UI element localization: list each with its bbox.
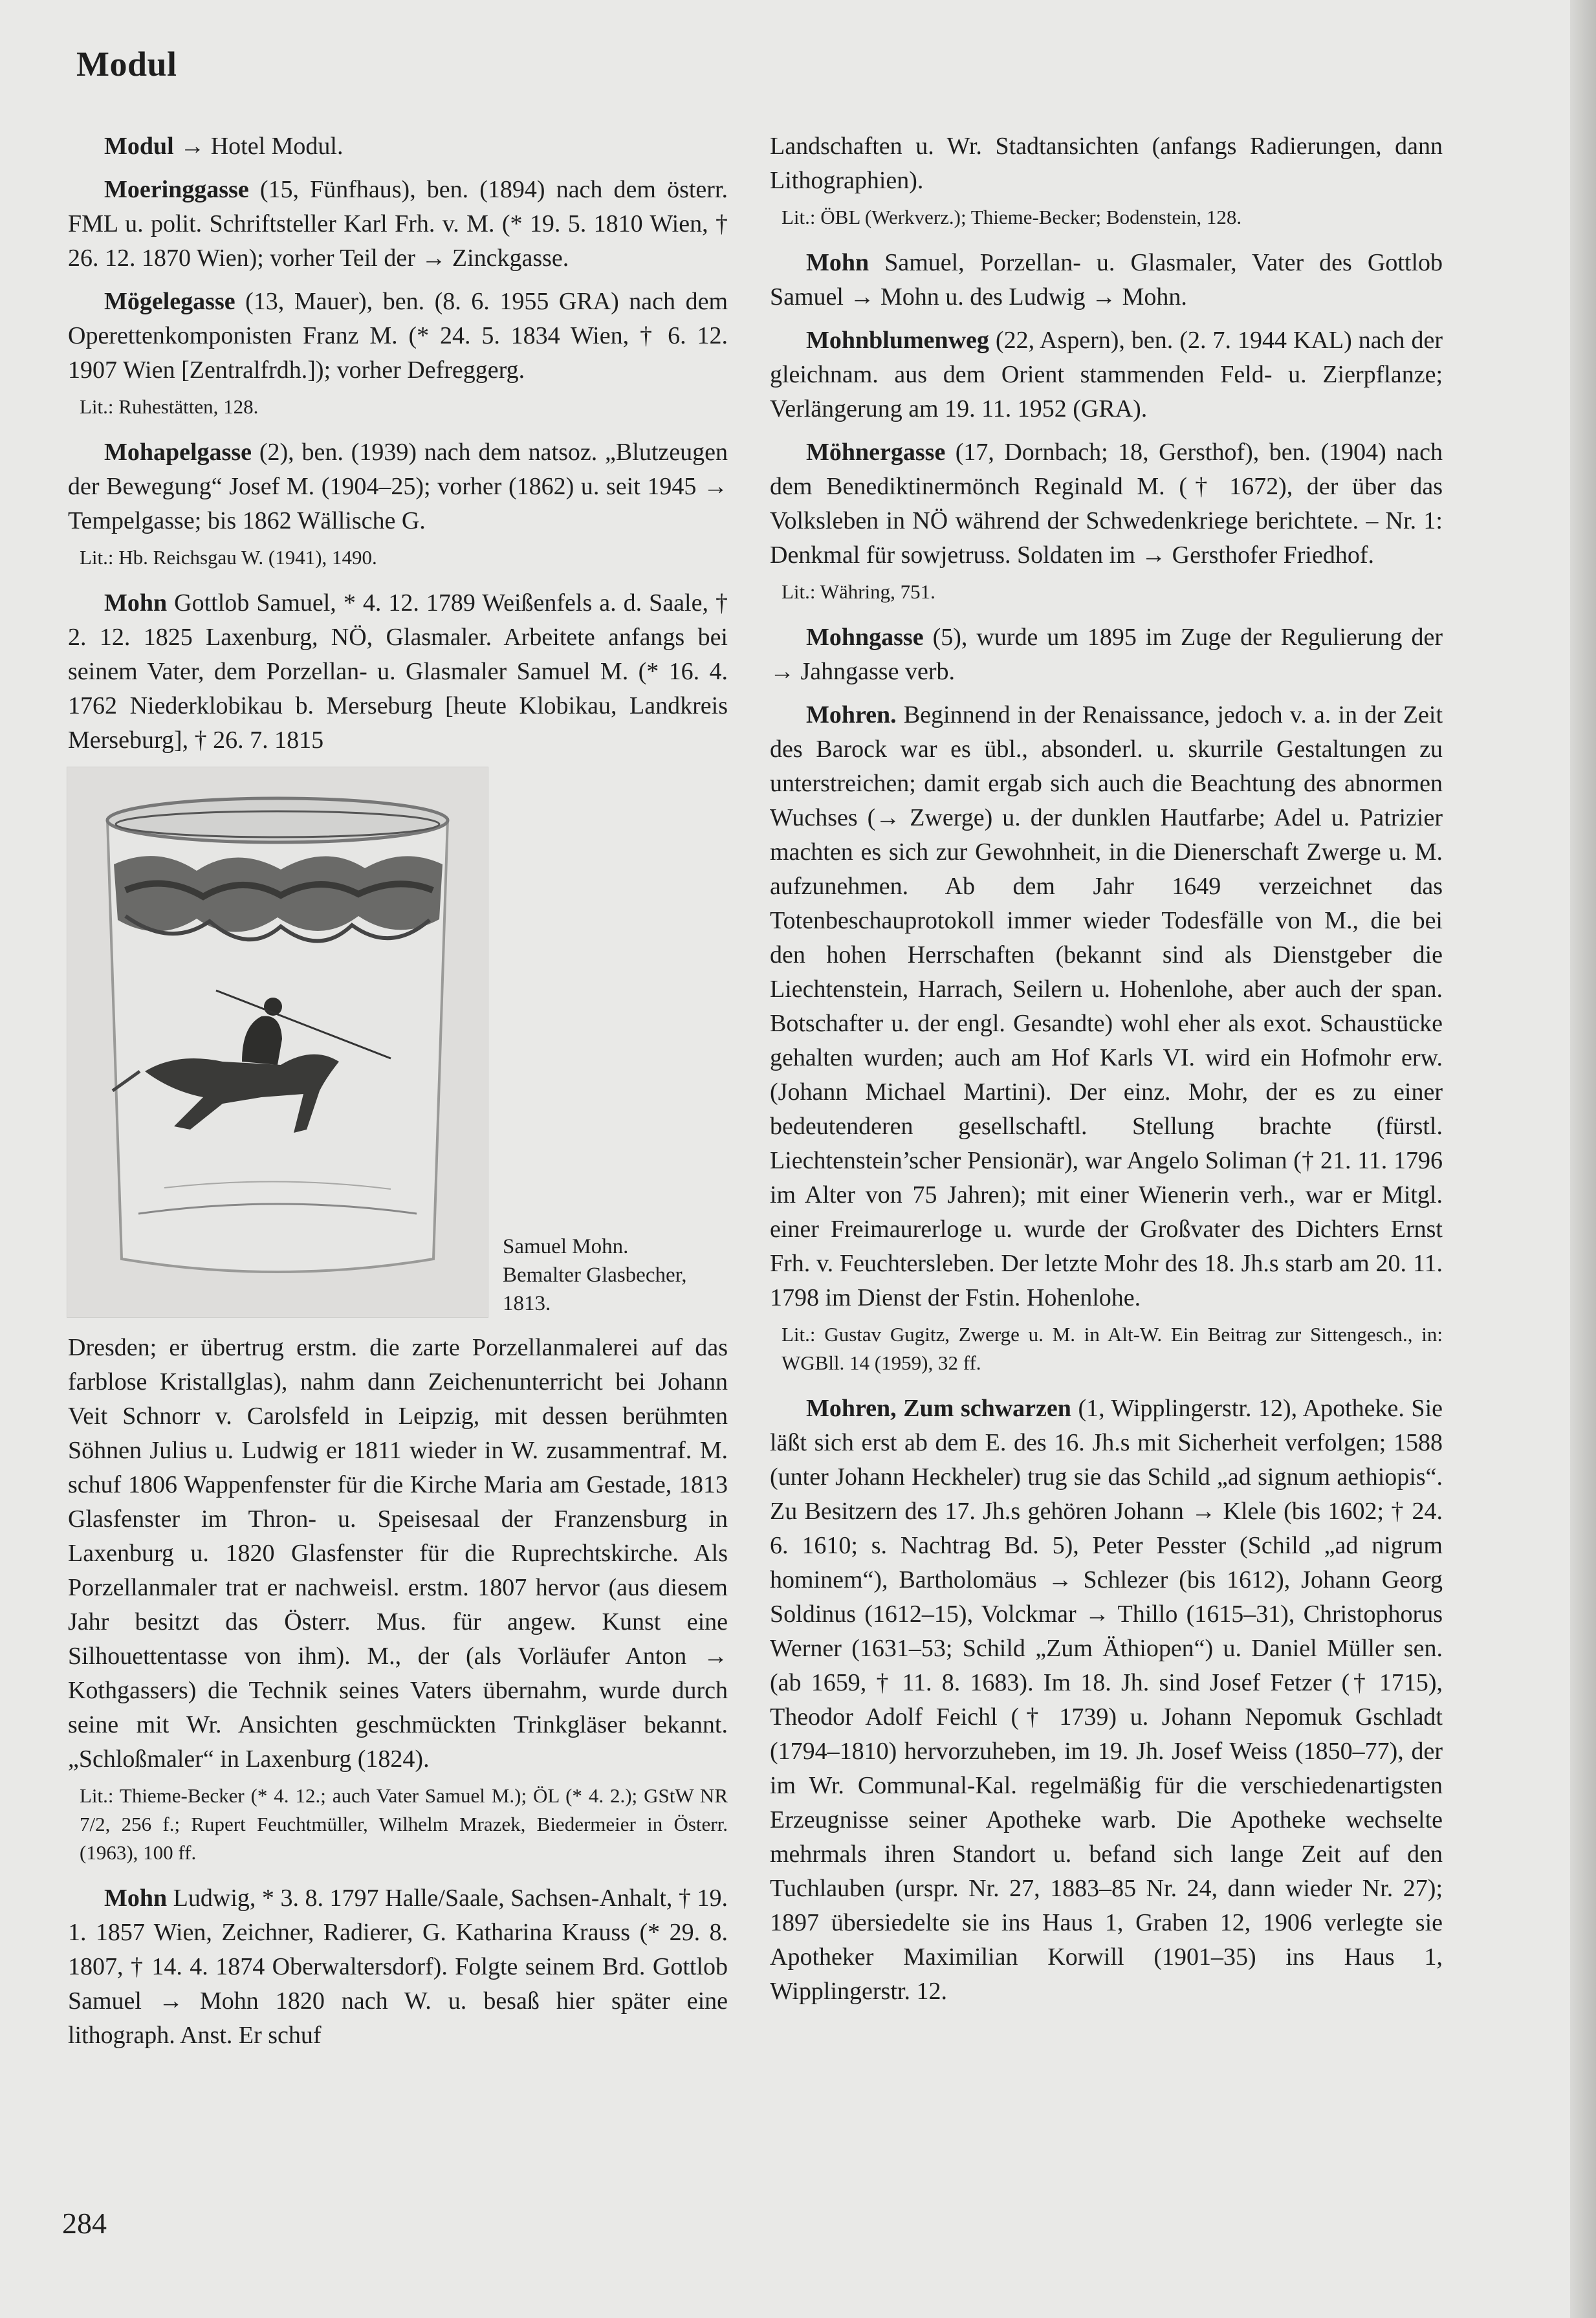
- entry-headword: Mohn: [806, 249, 869, 276]
- entry-text: Samuel, Porzellan- u. Glasmaler, Vater des Gottlob Samuel → Mohn u. des Ludwig → Mohn.: [770, 249, 1443, 311]
- caption-line: Bemalter Glasbecher,: [503, 1263, 687, 1287]
- lexicon-entry: [770, 620, 1443, 689]
- figure-caption: [503, 1232, 687, 1318]
- entry-text: Beginnend in der Renaissance, jedoch v. a. in der Zeit des Barock war es übl., absonderl. u. skurrile Gestaltungen zu unterstreichen; damit ergab sich auch die Beachtung des abnormen Wuchses (→ Zwerge) u. der dunklen Hautfarbe; Adel u. Patrizier machten es sich zur Gewohnheit, in die Dienerschaft Zwerge u. M. aufzunehmen. Ab dem Jahr 1649 verzeichnet das Totenbeschauprotokoll immer wieder Todesfälle von M., die bei den hohen Herrschaften (bekannt sind als Dienstgeber die Liechtenstein, Harrach, Seilern u. Hohenlohe, aber auch der span. Botschafter u. der engl. Gesandte) wohl eher als exot. Schaustücke gehalten wurden; auch am Hof Karls VI. wird ein Hofmohr erw. (Johann Michael Martini). Der einz. Mohr, der es zu einer bedeutenderen gesellschaftl. Stellung brachte (fürstl. Liechtenstein’scher Pensionär), war Angelo Soliman († 21. 11. 1796 im Alter von 75 Jahren); mit einer Wienerin verh., war er Mitgl. einer Freimaurerloge u. wurde der Großvater des Dichters Ernst Frh. v. Feuchtersleben. Der letzte Mohr des 18. Jh.s starb am 20. 11. 1798 im Dienst der Fstin. Hohenlohe.: [770, 701, 1443, 1311]
- entry-continuation: Landschaften u. Wr. Stadtansichten (anfangs Radierungen, dann Lithographien).: [770, 133, 1443, 194]
- glass-beaker-photo: [67, 767, 488, 1318]
- lexicon-entry: [68, 285, 728, 388]
- lexicon-entry: [770, 698, 1443, 1315]
- entry-text: (5), wurde um 1895 im Zuge der Regulierung der → Jahngasse verb.: [770, 624, 1443, 685]
- entry-headword: Mohren.: [806, 701, 897, 728]
- page-number: 284: [62, 2207, 107, 2240]
- entry-text: (22, Aspern), ben. (2. 7. 1944 KAL) nach der gleichnam. aus dem Orient stammenden Feld- u. Zierpflanze; Verlängerung am 19. 11. 1952 (GRA).: [770, 327, 1443, 422]
- entry-text: (1, Wipplingerstr. 12), Apotheke. Sie läßt sich erst ab dem E. des 16. Jh.s mit Sicherheit verfolgen; 1588 (unter Johann Heckheler) trug sie das Schild „ad signum aethiopis“. Zu Besitzern des 17. Jh.s gehören Johann → Klele (bis 1602; † 24. 6. 1610; s. Nachtrag Bd. 5), Peter Pesster (Schild „ad nigrum hominem“), Bartholomäus → Schlezer (bis 1612), Johann Georg Soldinus (1612–15), Volckmar → Thillo (1615–31), Christophorus Werner (1631–53; Schild „Zum Äthiopen“) u. Daniel Müller sen. (ab 1659, † 11. 8. 1683). Im 18. Jh. sind Josef Fetzer († 1715), Theodor Adolf Feichl († 1739) u. Johann Nepomuk Gschladt (1794–1810) hervorzuheben, im 19. Jh. Josef Weiss (1850–77), der im Wr. Communal-Kal. regelmäßig für die verschiedenartigsten Erzeugnisse seiner Apotheke warb. Die Apotheke wechselte mehrmals ihren Standort u. befand sich lange Zeit auf den Tuchlauben (urspr. Nr. 27, 1883–85 Nr. 24, dann wieder Nr. 27); 1897 übersiedelte sie ins Haus 1, Graben 12, 1906 verlegte sie Apotheker Maximilian Korwill (1901–35) ins Haus 1, Wipplingerstr. 12.: [770, 1395, 1443, 2005]
- literature-reference: Lit.: ÖBL (Werkverz.); Thieme-Becker; Bodenstein, 128.: [782, 206, 1242, 228]
- page-edge: [1570, 0, 1596, 2318]
- entry-text: (17, Dornbach; 18, Gersthof), ben. (1904) nach dem Benediktinermönch Reginald M. († 1672), der über das Volksleben in NÖ während der Schwedenkriege berichtete. – Nr. 1: Denkmal für sowjetruss. Soldaten im → Gersthofer Friedhof.: [770, 439, 1443, 569]
- lexicon-entry: [68, 129, 728, 164]
- lexicon-entry: [68, 1881, 728, 2053]
- lexicon-entry: [68, 435, 728, 538]
- entry-text: (15, Fünfhaus), ben. (1894) nach dem österr. FML u. polit. Schriftsteller Karl Frh. v. M. (* 19. 5. 1810 Wien, † 26. 12. 1870 Wien); vorher Teil der → Zinckgasse.: [68, 176, 728, 272]
- literature-reference: Lit.: Hb. Reichsgau W. (1941), 1490.: [80, 546, 377, 569]
- lexicon-entry: [770, 435, 1443, 573]
- figure: [67, 767, 728, 1318]
- left-column-bottom: [68, 1331, 728, 2053]
- lexicon-entry: [68, 586, 728, 758]
- entry-headword: Mohapelgasse: [104, 439, 252, 466]
- entry-text: Ludwig, * 3. 8. 1797 Halle/Saale, Sachsen-Anhalt, † 19. 1. 1857 Wien, Zeichner, Radierer, G. Katharina Krauss (* 29. 8. 1807, † 14. 4. 1874 Oberwaltersdorf). Folgte seinem Brd. Gottlob Samuel → Mohn 1820 nach W. u. besaß hier später eine lithograph. Anst. Er schuf: [68, 1885, 728, 2049]
- entry-headword: Mohren, Zum schwarzen: [806, 1395, 1071, 1422]
- entry-headword: Moeringgasse: [104, 176, 249, 203]
- entry-headword: Mohn: [104, 589, 168, 617]
- entry-headword: Mohn: [104, 1885, 168, 1912]
- entry-text: Gottlob Samuel, * 4. 12. 1789 Weißenfels a. d. Saale, † 2. 12. 1825 Laxenburg, NÖ, Glasmaler. Arbeitete anfangs bei seinem Vater, dem Porzellan- u. Glasmaler Samuel M. (* 16. 4. 1762 Niederklobikau b. Merseburg [heute Klobikau, Landkreis Merseburg], † 26. 7. 1815: [68, 589, 728, 754]
- right-column-body: [770, 129, 1443, 2009]
- running-head: Modul: [76, 45, 177, 83]
- entry-headword: Mögelegasse: [104, 288, 235, 315]
- caption-line: 1813.: [503, 1292, 551, 1315]
- literature-reference: Lit.: Währing, 751.: [782, 580, 935, 603]
- glass-beaker-illustration: [67, 767, 488, 1317]
- entry-text: (2), ben. (1939) nach dem natsoz. „Blutzeugen der Bewegung“ Josef M. (1904–25); vorher (1862) u. seit 1945 → Tempelgasse; bis 1862 Wällische G.: [68, 439, 728, 534]
- lexicon-entry: [770, 323, 1443, 426]
- literature-reference: Lit.: Gustav Gugitz, Zwerge u. M. in Alt-W. Ein Beitrag zur Sittengesch., in: WGBll. 14 (1959), 32 ff.: [782, 1323, 1443, 1374]
- lexicon-entry: [770, 1392, 1443, 2009]
- entry-headword: Modul: [104, 133, 174, 160]
- entry-headword: Möhnergasse: [806, 439, 946, 466]
- right-column: [770, 129, 1443, 2018]
- left-column: [68, 129, 728, 2062]
- lexicon-entry: [68, 173, 728, 276]
- entry-headword: Mohngasse: [806, 624, 924, 651]
- left-column-top: [68, 129, 728, 758]
- entry-text: → Hotel Modul.: [173, 133, 344, 160]
- lexicon-entry: [770, 246, 1443, 314]
- entry-continuation: Dresden; er übertrug erstm. die zarte Porzellanmalerei auf das farblose Kristallglas), nahm dann Zeichenunterricht bei Johann Veit Schnorr v. Carolsfeld in Leipzig, mit dessen berühmten Söhnen Julius u. Ludwig er 1811 wieder in W. zusammentraf. M. schuf 1806 Wappenfenster für die Kirche Maria am Gestade, 1813 Glasfenster im Thron- u. Speisesaal der Franzensburg in Laxenburg u. 1820 Glasfenster für die Ruprechtskirche. Als Porzellanmaler trat er nachweisl. erstm. 1807 hervor (aus diesem Jahr besitzt das Österr. Mus. für angew. Kunst eine Silhouettentasse von ihm). M., der (als Vorläufer Anton → Kothgassers) die Technik seines Vaters übernahm, wurde durch seine mit Wr. Ansichten geschmückten Trinkgläser bekannt. „Schloßmaler“ in Laxenburg (1824).: [68, 1334, 728, 1773]
- literature-reference: Lit.: Thieme-Becker (* 4. 12.; auch Vater Samuel M.); ÖL (* 4. 2.); GStW NR 7/2, 256 f.; Rupert Feuchtmüller, Wilhelm Mrazek, Biedermeier in Österr. (1963), 100 ff.: [80, 1784, 728, 1864]
- literature-reference: Lit.: Ruhestätten, 128.: [80, 395, 259, 418]
- entry-text: (13, Mauer), ben. (8. 6. 1955 GRA) nach dem Operettenkomponisten Franz M. (* 24. 5. 1834 Wien, † 6. 12. 1907 Wien [Zentralfrdh.]); vorher Defreggerg.: [68, 288, 728, 384]
- entry-headword: Mohnblumenweg: [806, 327, 989, 354]
- caption-line: Samuel Mohn.: [503, 1235, 629, 1258]
